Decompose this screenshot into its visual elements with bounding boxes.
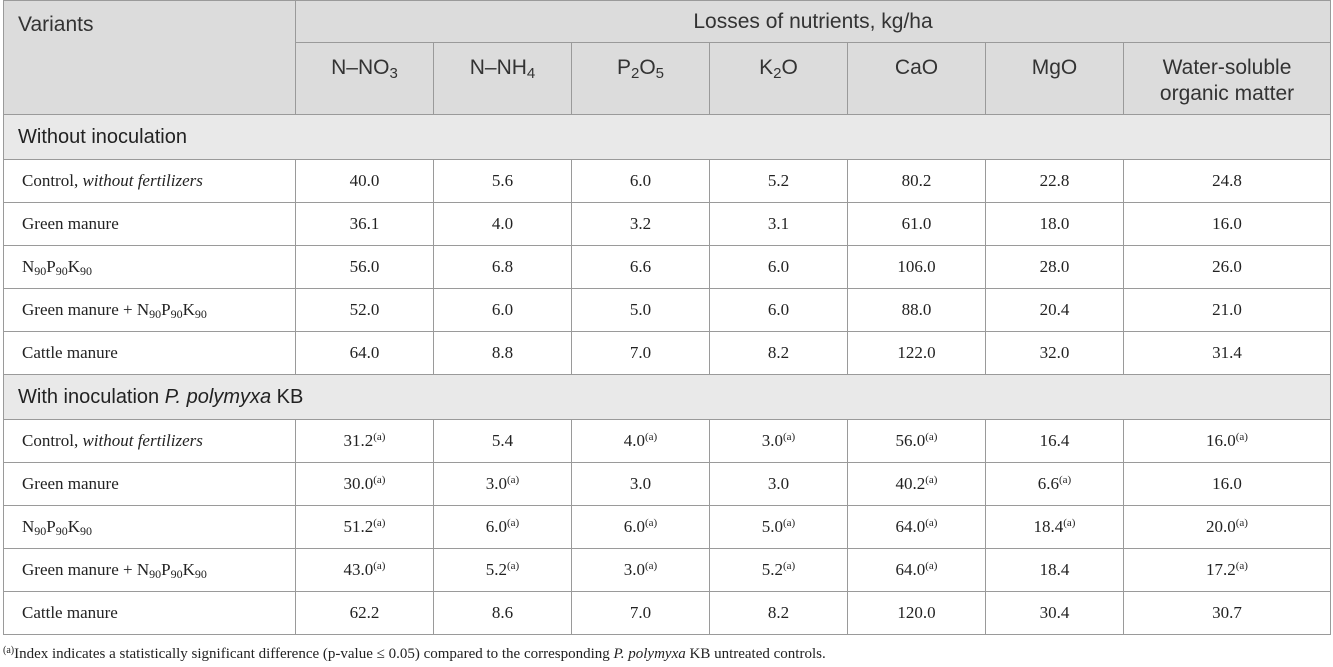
significance-mark: (a) bbox=[1235, 517, 1248, 529]
column-header bbox=[848, 43, 986, 115]
value: 32.0 bbox=[1039, 343, 1070, 362]
value-cell bbox=[710, 549, 848, 592]
value: 6.6 bbox=[1037, 474, 1060, 493]
table-row bbox=[4, 203, 1331, 246]
value-cell bbox=[710, 203, 848, 246]
significance-mark: (a) bbox=[783, 517, 796, 529]
npk-dose: 90 bbox=[80, 264, 93, 278]
value-cell bbox=[296, 160, 434, 203]
npk-dose: 90 bbox=[34, 524, 47, 538]
variant-cell bbox=[4, 289, 296, 332]
value: 6.0 bbox=[767, 300, 790, 319]
variant-label: Green manure bbox=[22, 214, 119, 233]
variant-cell bbox=[4, 160, 296, 203]
value-cell bbox=[572, 289, 710, 332]
value-cell bbox=[710, 160, 848, 203]
column-header-text: Water-soluble organic matter bbox=[1159, 56, 1295, 105]
column-header-sub: 4 bbox=[526, 65, 536, 82]
npk-dose: 90 bbox=[149, 567, 162, 581]
column-header-text: MgO bbox=[1031, 56, 1078, 79]
value-cell bbox=[296, 289, 434, 332]
value: 31.4 bbox=[1212, 343, 1242, 362]
table-row bbox=[4, 506, 1331, 549]
value: 16.0 bbox=[1212, 474, 1242, 493]
value-cell bbox=[1124, 420, 1331, 463]
significance-mark: (a) bbox=[1235, 431, 1248, 443]
value: 18.4 bbox=[1039, 560, 1070, 579]
value: 56.0 bbox=[895, 431, 926, 450]
value-cell bbox=[434, 592, 572, 635]
npk-letter: K bbox=[182, 300, 195, 319]
value-cell bbox=[572, 203, 710, 246]
value-cell bbox=[986, 332, 1124, 375]
significance-mark: (a) bbox=[507, 517, 520, 529]
value-cell bbox=[296, 549, 434, 592]
value-cell bbox=[572, 549, 710, 592]
significance-mark: (a) bbox=[507, 560, 520, 572]
variant-label: N bbox=[22, 517, 35, 536]
variant-cell bbox=[4, 463, 296, 506]
value: 5.6 bbox=[491, 171, 514, 190]
value: 3.1 bbox=[767, 214, 790, 233]
group-row bbox=[4, 375, 1331, 420]
value-cell bbox=[572, 506, 710, 549]
value: 64.0 bbox=[349, 343, 380, 362]
value: 122.0 bbox=[897, 343, 936, 362]
significance-mark: (a) bbox=[925, 517, 938, 529]
npk-letter: P bbox=[161, 560, 171, 579]
value: 3.0 bbox=[485, 474, 508, 493]
value: 16.4 bbox=[1039, 431, 1070, 450]
value: 120.0 bbox=[897, 603, 936, 622]
variant-cell bbox=[4, 592, 296, 635]
npk-letter: K bbox=[67, 517, 81, 536]
value-cell bbox=[1124, 246, 1331, 289]
table-row bbox=[4, 592, 1331, 635]
value-cell bbox=[848, 246, 986, 289]
variant-cell bbox=[4, 420, 296, 463]
value-cell bbox=[572, 332, 710, 375]
value-cell bbox=[434, 203, 572, 246]
value-cell bbox=[848, 289, 986, 332]
value-cell bbox=[296, 420, 434, 463]
variant-label: Cattle manure bbox=[22, 343, 118, 362]
variant-cell bbox=[4, 203, 296, 246]
npk-letter: P bbox=[46, 517, 56, 536]
variant-cell bbox=[4, 332, 296, 375]
column-header bbox=[296, 43, 434, 115]
column-header-text: K bbox=[759, 56, 774, 79]
value-cell bbox=[296, 246, 434, 289]
value-cell bbox=[848, 203, 986, 246]
variant-label: Green manure + N bbox=[22, 560, 150, 579]
value-cell bbox=[710, 592, 848, 635]
table-row bbox=[4, 463, 1331, 506]
value: 21.0 bbox=[1212, 300, 1242, 319]
value: 40.2 bbox=[895, 474, 926, 493]
variant-cell bbox=[4, 246, 296, 289]
table-row bbox=[4, 246, 1331, 289]
value: 6.0 bbox=[623, 517, 646, 536]
value: 64.0 bbox=[895, 517, 926, 536]
value: 22.8 bbox=[1039, 171, 1070, 190]
significance-mark: (a) bbox=[925, 474, 938, 486]
value-cell bbox=[434, 246, 572, 289]
column-header bbox=[572, 43, 710, 115]
npk-dose: 90 bbox=[170, 307, 183, 321]
value: 3.0 bbox=[629, 474, 652, 493]
value: 62.2 bbox=[349, 603, 380, 622]
value-cell bbox=[986, 160, 1124, 203]
value: 18.0 bbox=[1039, 214, 1070, 233]
value-cell bbox=[296, 463, 434, 506]
value: 4.0 bbox=[491, 214, 514, 233]
variants-header: Variants bbox=[4, 1, 296, 115]
significance-mark: (a) bbox=[783, 431, 796, 443]
value: 64.0 bbox=[895, 560, 926, 579]
variant-cell bbox=[4, 549, 296, 592]
column-header bbox=[986, 43, 1124, 115]
npk-dose: 90 bbox=[170, 567, 183, 581]
value: 17.2 bbox=[1206, 560, 1236, 579]
value: 18.4 bbox=[1033, 517, 1064, 536]
value-cell bbox=[1124, 332, 1331, 375]
value-cell bbox=[986, 506, 1124, 549]
value-cell bbox=[986, 246, 1124, 289]
group-label-text: With inoculation bbox=[18, 385, 165, 408]
significance-mark: (a) bbox=[645, 517, 658, 529]
variant-label-italic: without fertilizers bbox=[82, 431, 203, 450]
value: 4.0 bbox=[623, 431, 646, 450]
value: 28.0 bbox=[1039, 257, 1070, 276]
value-cell bbox=[1124, 463, 1331, 506]
variant-cell bbox=[4, 506, 296, 549]
value-cell bbox=[848, 463, 986, 506]
significance-mark: (a) bbox=[373, 474, 386, 486]
value-cell bbox=[710, 246, 848, 289]
value: 5.4 bbox=[491, 431, 514, 450]
value-cell bbox=[434, 463, 572, 506]
value-cell bbox=[1124, 160, 1331, 203]
npk-dose: 90 bbox=[34, 264, 47, 278]
footnote-suffix: KB untreated controls. bbox=[685, 646, 826, 662]
significance-mark: (a) bbox=[373, 431, 386, 443]
value-cell bbox=[986, 549, 1124, 592]
value-cell bbox=[434, 332, 572, 375]
value: 3.0 bbox=[623, 560, 646, 579]
value-cell bbox=[710, 506, 848, 549]
variant-label-italic: without fertilizers bbox=[82, 171, 203, 190]
footnote-species: P. polymyxa bbox=[613, 646, 686, 662]
npk-letter: K bbox=[67, 257, 81, 276]
column-header-text: P bbox=[616, 56, 631, 79]
significance-mark: (a) bbox=[373, 517, 386, 529]
value-cell bbox=[434, 160, 572, 203]
value-cell bbox=[710, 332, 848, 375]
value: 5.2 bbox=[761, 560, 784, 579]
value-cell bbox=[986, 203, 1124, 246]
value: 6.6 bbox=[629, 257, 652, 276]
footnote bbox=[3, 646, 826, 663]
npk-letter: P bbox=[161, 300, 171, 319]
variant-label: Control, bbox=[22, 171, 83, 190]
value: 3.0 bbox=[761, 431, 784, 450]
npk-dose: 90 bbox=[149, 307, 162, 321]
npk-letter: P bbox=[46, 257, 56, 276]
variant-label: Control, bbox=[22, 431, 83, 450]
value: 5.2 bbox=[767, 171, 790, 190]
column-header-text: O bbox=[639, 56, 656, 79]
value-cell bbox=[986, 420, 1124, 463]
table-row bbox=[4, 289, 1331, 332]
footnote-text: Index indicates a statistically significant difference (p-value ≤ 0.05) compared to the corresponding bbox=[14, 646, 614, 662]
value-cell bbox=[986, 463, 1124, 506]
value: 3.2 bbox=[629, 214, 652, 233]
column-header-sub: 5 bbox=[655, 65, 665, 82]
group-label bbox=[4, 115, 1331, 160]
value-cell bbox=[434, 549, 572, 592]
table-row bbox=[4, 160, 1331, 203]
group-label bbox=[4, 375, 1331, 420]
value: 7.0 bbox=[629, 343, 652, 362]
value-cell bbox=[434, 289, 572, 332]
value: 8.2 bbox=[767, 343, 790, 362]
significance-mark: (a) bbox=[1059, 474, 1072, 486]
column-header bbox=[434, 43, 572, 115]
losses-header: Losses of nutrients, kg/ha bbox=[296, 1, 1331, 43]
value-cell bbox=[848, 420, 986, 463]
group-label-text: Without inoculation bbox=[18, 125, 187, 148]
value-cell bbox=[434, 420, 572, 463]
value-cell bbox=[848, 160, 986, 203]
value-cell bbox=[986, 289, 1124, 332]
value: 30.4 bbox=[1039, 603, 1070, 622]
value: 7.0 bbox=[629, 603, 652, 622]
value-cell bbox=[572, 420, 710, 463]
value-cell bbox=[1124, 592, 1331, 635]
significance-mark: (a) bbox=[1063, 517, 1076, 529]
value-cell bbox=[848, 506, 986, 549]
value: 88.0 bbox=[901, 300, 932, 319]
value-cell bbox=[296, 506, 434, 549]
variant-label: N bbox=[22, 257, 35, 276]
value: 80.2 bbox=[901, 171, 932, 190]
column-header bbox=[1124, 43, 1331, 115]
value-cell bbox=[296, 203, 434, 246]
value: 5.0 bbox=[629, 300, 652, 319]
value-cell bbox=[710, 420, 848, 463]
significance-mark: (a) bbox=[507, 474, 520, 486]
value: 8.8 bbox=[491, 343, 514, 362]
value-cell bbox=[848, 592, 986, 635]
value: 20.4 bbox=[1039, 300, 1070, 319]
value: 36.1 bbox=[349, 214, 380, 233]
column-header-text: N–NH bbox=[469, 56, 527, 79]
value-cell bbox=[572, 592, 710, 635]
value: 16.0 bbox=[1212, 214, 1242, 233]
significance-mark: (a) bbox=[1235, 560, 1248, 572]
group-label-suffix: KB bbox=[271, 385, 304, 408]
significance-mark: (a) bbox=[925, 560, 938, 572]
column-header-text: O bbox=[781, 56, 798, 79]
value-cell bbox=[710, 463, 848, 506]
value: 24.8 bbox=[1212, 171, 1242, 190]
column-header bbox=[710, 43, 848, 115]
value: 6.0 bbox=[485, 517, 508, 536]
table-row bbox=[4, 420, 1331, 463]
value: 31.2 bbox=[343, 431, 374, 450]
npk-dose: 90 bbox=[55, 524, 68, 538]
significance-mark: (a) bbox=[925, 431, 938, 443]
value-cell bbox=[572, 246, 710, 289]
value-cell bbox=[1124, 203, 1331, 246]
value: 106.0 bbox=[897, 257, 936, 276]
variant-label: Green manure + N bbox=[22, 300, 150, 319]
value-cell bbox=[572, 463, 710, 506]
group-row bbox=[4, 115, 1331, 160]
variant-label: Cattle manure bbox=[22, 603, 118, 622]
column-header-text: CaO bbox=[894, 56, 939, 79]
npk-dose: 90 bbox=[55, 264, 68, 278]
value: 26.0 bbox=[1212, 257, 1242, 276]
value: 43.0 bbox=[343, 560, 374, 579]
value-cell bbox=[848, 549, 986, 592]
value: 51.2 bbox=[343, 517, 374, 536]
npk-dose: 90 bbox=[194, 307, 207, 321]
variant-label: Green manure bbox=[22, 474, 119, 493]
value-cell bbox=[848, 332, 986, 375]
value: 40.0 bbox=[349, 171, 380, 190]
value: 3.0 bbox=[767, 474, 790, 493]
table-row bbox=[4, 549, 1331, 592]
value: 8.6 bbox=[491, 603, 514, 622]
value: 5.0 bbox=[761, 517, 784, 536]
value: 6.0 bbox=[491, 300, 514, 319]
value: 61.0 bbox=[901, 214, 932, 233]
column-header-sub: 2 bbox=[630, 65, 640, 82]
value-cell bbox=[1124, 506, 1331, 549]
table-row bbox=[4, 332, 1331, 375]
npk-dose: 90 bbox=[80, 524, 93, 538]
value-cell bbox=[1124, 289, 1331, 332]
value: 56.0 bbox=[349, 257, 380, 276]
value: 6.8 bbox=[491, 257, 514, 276]
npk-dose: 90 bbox=[194, 567, 207, 581]
value-cell bbox=[434, 506, 572, 549]
value: 30.7 bbox=[1212, 603, 1242, 622]
significance-mark: (a) bbox=[645, 431, 658, 443]
column-header-text: N–NO bbox=[331, 56, 390, 79]
value: 16.0 bbox=[1206, 431, 1236, 450]
column-header-sub: 3 bbox=[389, 65, 398, 82]
significance-mark: (a) bbox=[373, 560, 386, 572]
column-header-sub: 2 bbox=[773, 65, 782, 82]
value: 6.0 bbox=[767, 257, 790, 276]
value: 20.0 bbox=[1206, 517, 1236, 536]
value-cell bbox=[710, 289, 848, 332]
significance-mark: (a) bbox=[645, 560, 658, 572]
value: 6.0 bbox=[629, 171, 652, 190]
value-cell bbox=[572, 160, 710, 203]
footnote-mark: (a) bbox=[3, 645, 15, 656]
value-cell bbox=[296, 332, 434, 375]
value-cell bbox=[296, 592, 434, 635]
value-cell bbox=[986, 592, 1124, 635]
value: 30.0 bbox=[343, 474, 374, 493]
nutrient-loss-table bbox=[3, 0, 1331, 635]
group-label-species: P. polymyxa bbox=[164, 385, 272, 408]
significance-mark: (a) bbox=[783, 560, 796, 572]
value: 5.2 bbox=[485, 560, 508, 579]
npk-letter: K bbox=[182, 560, 195, 579]
value: 8.2 bbox=[767, 603, 790, 622]
value: 52.0 bbox=[349, 300, 380, 319]
value-cell bbox=[1124, 549, 1331, 592]
